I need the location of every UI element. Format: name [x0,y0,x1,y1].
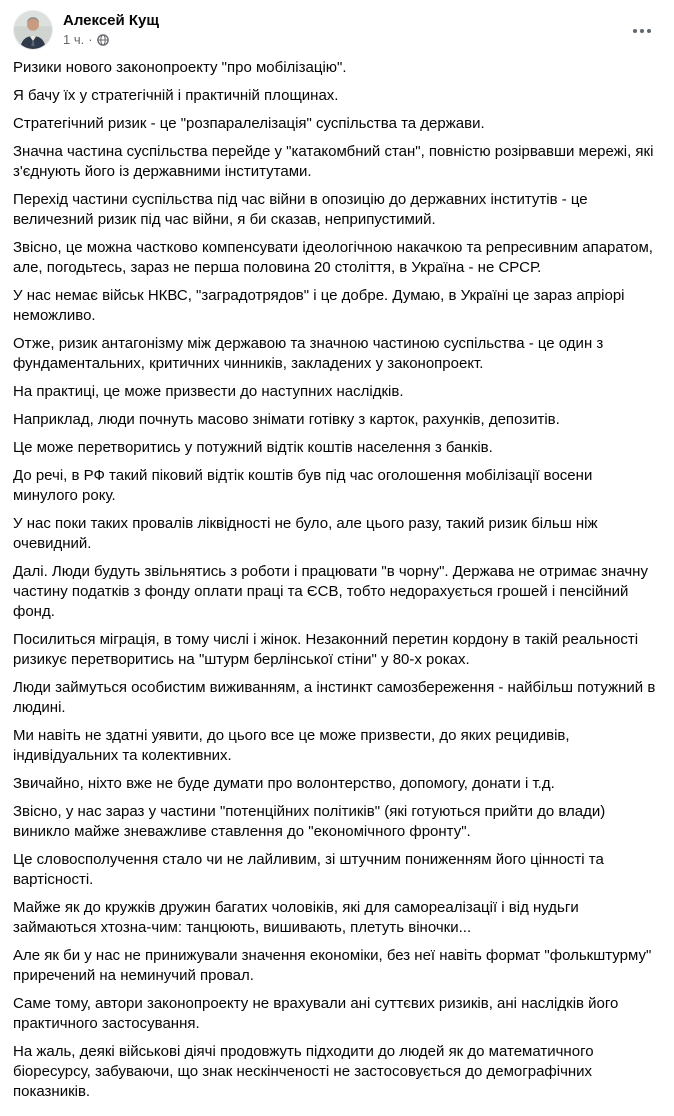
post-paragraph: Отже, ризик антагонізму між державою та значною частиною суспільства - це один з фундаментальних, критичних чинників, закладених у законопроект. [13,335,608,372]
post-paragraph: Люди займуться особистим виживанням, а інстинкт самозбереження - найбільш потужний в людині. [13,679,660,716]
timestamp[interactable]: 1 ч. [63,32,85,47]
post-paragraph: На жаль, деякі військові діячі продовжуть підходити до людей як до математичного біоресурсу, забуваючи, що знак нескінченості не застосовується до демографічних показників. [13,1043,598,1100]
post-paragraph: У нас поки таких провалів ліквідності не було, але цього разу, такий ризик більш ніж очевидний. [13,515,602,552]
post-paragraph: Далі. Люди будуть звільнятись з роботи і працювати "в чорну". Держава не отримає значну частину податків з фонду оплати праці та ЄСВ, тобто недорахується грошей і пенсійний фонд. [13,563,653,620]
post-paragraph: Перехід частини суспільства під час війни в опозицію до державних інститутів - це величезний ризик під час війни, я би сказав, неприпустимий. [13,191,592,228]
post-paragraph: Значна частина суспільства перейде у "катакомбний стан", повністю розірвавши мережі, які з'єднують його із державними інститутами. [13,143,658,180]
ellipsis-icon [633,29,637,33]
post-body [0,54,674,1116]
post-paragraph: Звісно, у нас зараз у частини "потенційних політиків" (які готуються прийти до влади) виникло майже зневажливе ставлення до "економічного фронту". [13,803,610,840]
post-paragraph: Це може перетворитись у потужний відтік коштів населення з банків. [13,439,493,456]
post-paragraph: На практиці, це може призвести до наступних наслідків. [13,383,404,400]
post-paragraph: Наприклад, люди почнуть масово знімати готівку з карток, рахунків, депозитів. [13,411,560,428]
post-paragraph: Звичайно, ніхто вже не буде думати про волонтерство, допомогу, донати і т.д. [13,775,555,792]
header-meta [63,10,159,48]
post-paragraph: Саме тому, автори законопроекту не врахували ані суттєвих ризиків, ані наслідків його практичного застосування. [13,995,623,1032]
avatar[interactable] [13,10,53,50]
post-paragraph: Але як би у нас не принижували значення економіки, без неї навіть формат "фолькштурму" приречений на неминучий провал. [13,947,656,984]
avatar-image [14,11,52,49]
post-meta [63,32,159,48]
globe-icon [97,34,109,46]
meta-separator: · [88,32,93,47]
post-header [0,0,674,54]
post-paragraph: У нас немає військ НКВС, "заградотрядов" і це добре. Думаю, в Україні це зараз апріорі неможливо. [13,287,629,324]
post-paragraph: Це словосполучення стало чи не лайливим, зі штучним пониженням його цінності та вартісності. [13,851,609,888]
post-paragraph: Ми навіть не здатні уявити, до цього все це може призвести, до яких рецидивів, індивідуальних та колективних. [13,727,574,764]
post-paragraph: До речі, в РФ такий піковий відтік коштів був під час оголошення мобілізації восени минулого року. [13,467,597,504]
more-options-button[interactable] [624,18,660,44]
post-paragraph: Ризики нового законопроекту "про мобілізацію". [13,59,347,76]
author-name[interactable]: Алексей Кущ [63,12,160,29]
post-paragraph: Звісно, це можна частково компенсувати ідеологічною накачкою та репресивним апаратом, але, погодьтесь, зараз не перша половина 20 століття, в Україна - не СРСР. [13,239,658,276]
post-paragraph: Майже як до кружків дружин багатих чоловіків, які для самореалізації і від нудьги займаються хтозна-чим: танцюють, вишивають, плетуть віночки... [13,899,583,936]
post-paragraph: Посилиться міграція, в тому числі і жінок. Незаконний перетин кордону в такій реальності ризикує перетворитись на "штурм берлінської стіни" у 80-х роках. [13,631,643,668]
post-paragraph: Стратегічний ризик - це "розпаралелізація" суспільства та держави. [13,115,485,132]
post-paragraph: Я бачу їх у стратегічній і практичній площинах. [13,87,339,104]
